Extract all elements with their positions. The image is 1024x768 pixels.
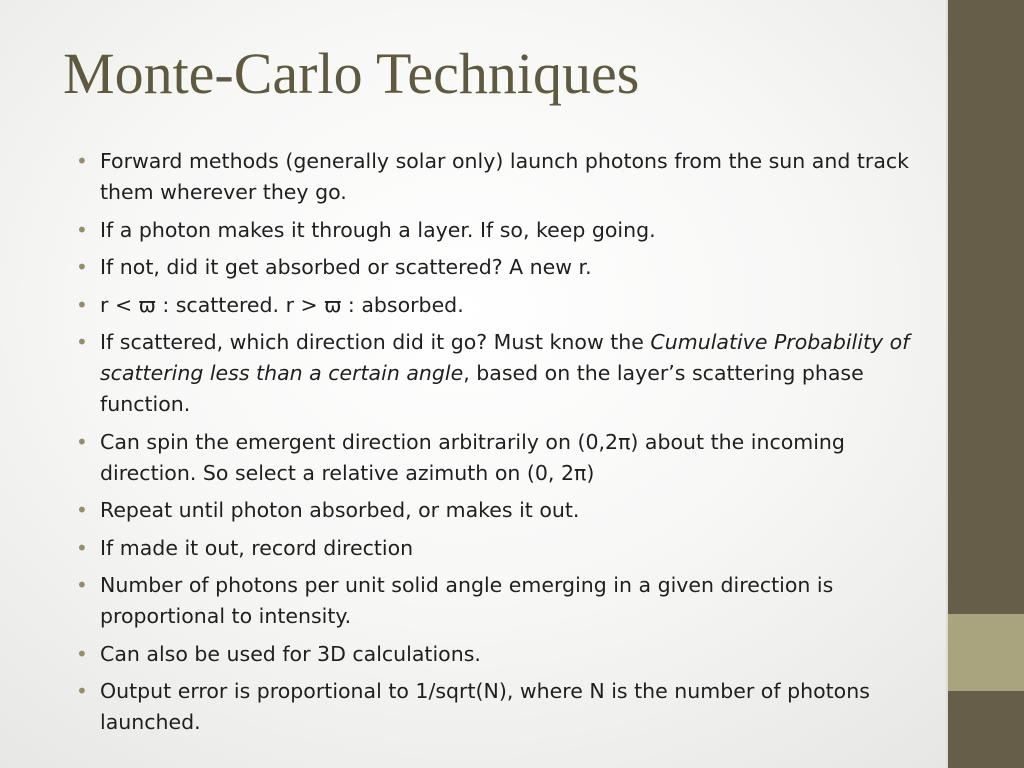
bullet-item: • Output error is proportional to 1/sqrt(N), where N is the number of photons launched. [100, 676, 912, 738]
bullet-item: • Can also be used for 3D calculations. [100, 639, 912, 670]
bullet-item [100, 327, 912, 420]
bullet-item: • Repeat until photon absorbed, or makes it out. [100, 495, 912, 526]
bullet-item: • Number of photons per unit solid angle emerging in a given direction is proportional to intensity. [100, 570, 912, 632]
slide-title: Monte-Carlo Techniques [63, 41, 640, 106]
bullet-text: If scattered, which direction did it go? Must know the [100, 330, 651, 354]
bullet-item: • If a photon makes it through a layer. If so, keep going. [100, 215, 912, 246]
bullet-list [100, 146, 912, 745]
bullet-item: • Forward methods (generally solar only) launch photons from the sun and track them wherever they go. [100, 146, 912, 208]
bullet-emphasis: Cumulative Probability of scattering less than a certain angle [100, 330, 910, 385]
bullet-text: , based on the layer’s scattering phase function. [100, 361, 864, 416]
sidebar-accent-block [948, 614, 1024, 691]
bullet-item: • If made it out, record direction [100, 533, 912, 564]
bullet-item: • r < ϖ : scattered. r > ϖ : absorbed. [100, 290, 912, 321]
bullet-item: • If not, did it get absorbed or scattered? A new r. [100, 252, 912, 283]
bullet-item: • Can spin the emergent direction arbitrarily on (0,2π) about the incoming direction. So select a relative azimuth on (0, 2π) [100, 427, 912, 489]
